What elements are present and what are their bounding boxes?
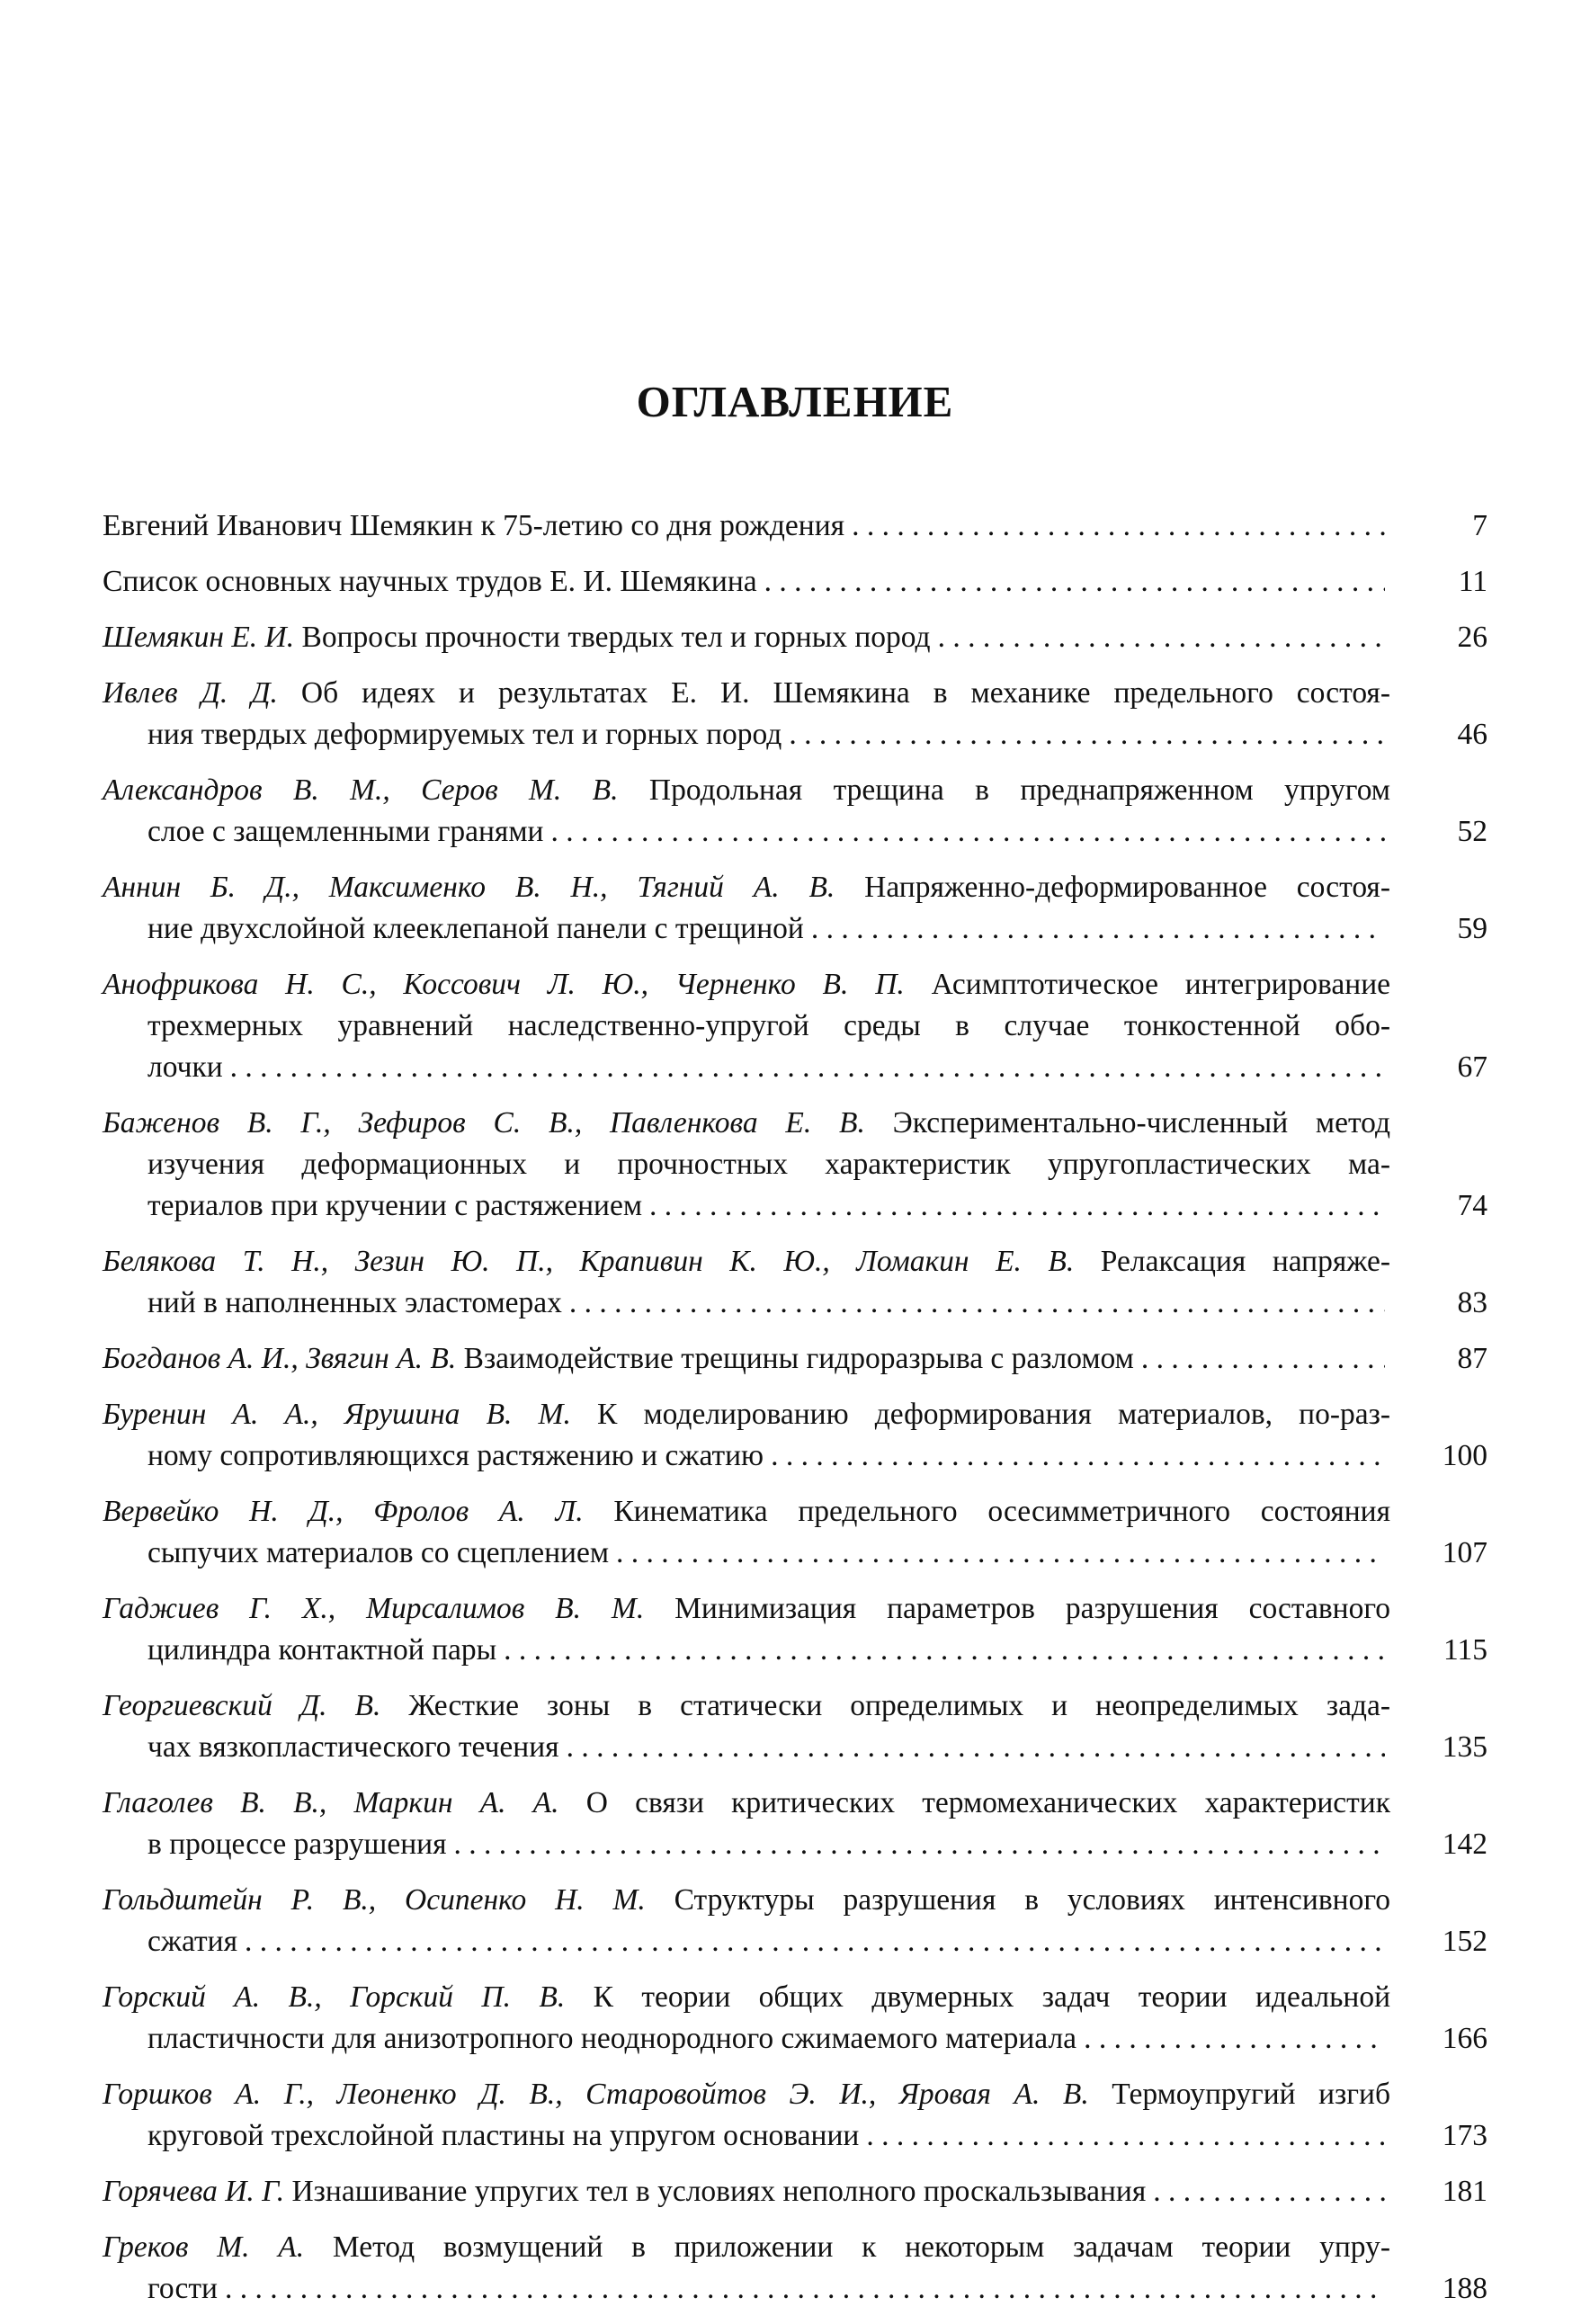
toc-line-content: [103, 871, 1390, 904]
toc-title-text: ному сопротивляющихся растяжению и сжатию: [147, 1439, 764, 1472]
toc-entry: [103, 673, 1487, 755]
toc-entry: [103, 1394, 1487, 1477]
toc-entry-text: [103, 1880, 1390, 1962]
toc-title-text: териалов при кручении с растяжением: [147, 1189, 643, 1222]
toc-entry-last-line: [103, 1435, 1390, 1477]
toc-line-content: [147, 1148, 1390, 1181]
toc-entry: [103, 1977, 1487, 2060]
toc-entry-line: [103, 1491, 1390, 1533]
toc-entry-text: [103, 1338, 1390, 1380]
toc-line-content: [147, 1185, 642, 1227]
toc-title-text: чах вязкопластического течения: [147, 1730, 559, 1764]
dot-leader: [811, 908, 1385, 950]
dot-leader: [852, 505, 1385, 547]
toc-page-number: 142: [1442, 1828, 1487, 1861]
toc-page-number: 115: [1443, 1633, 1487, 1667]
toc-authors: Ивлев Д. Д.: [103, 676, 278, 710]
toc-entry-text: [103, 1103, 1390, 1227]
toc-title-text: Вопросы прочности твердых тел и горных пород: [294, 621, 931, 654]
toc-entry: [103, 1338, 1487, 1380]
toc-entry-text: [103, 2074, 1390, 2157]
toc-authors: Аннин Б. Д., Максименко В. Н., Тягний А. В.: [103, 871, 835, 904]
toc-authors: Вервейко Н. Д., Фролов А. Л.: [103, 1495, 584, 1528]
toc-entry-last-line: [103, 1047, 1390, 1088]
toc-line-content: [103, 2230, 1390, 2264]
toc-title-text: ния твердых деформируемых тел и горных пород: [147, 718, 782, 751]
toc-title-text: гости: [147, 2272, 218, 2305]
toc-entry-line: [103, 1685, 1390, 1727]
toc-page-number: 152: [1442, 1925, 1487, 1958]
toc-line-content: [147, 1921, 237, 1962]
toc-line-content: [103, 1980, 1390, 2014]
toc-entry: [103, 561, 1487, 603]
toc-line-content: [103, 617, 931, 658]
toc-title-text: в процессе разрушения: [147, 1828, 447, 1861]
toc-page-number: 100: [1442, 1439, 1487, 1472]
toc-entry-line: [103, 867, 1390, 908]
toc-title-text: ний в наполненных эластомерах: [147, 1286, 562, 1319]
toc-entry-last-line: [103, 1338, 1390, 1380]
toc-entry-line: [103, 1144, 1390, 1185]
dot-leader: [225, 2268, 1385, 2310]
toc-entry: [103, 1685, 1487, 1768]
toc-authors: Горский А. В., Горский П. В.: [103, 1980, 566, 2014]
toc-line-content: [103, 1786, 1390, 1819]
toc-title-text: Релаксация напряже-: [1074, 1245, 1391, 1278]
toc-entry-last-line: [103, 617, 1390, 658]
toc-entry-line: [103, 673, 1390, 714]
page-title: ОГЛАВЛЕНИЕ: [636, 377, 954, 426]
toc-entry: [103, 2074, 1487, 2157]
toc-line-content: [103, 1398, 1390, 1431]
toc-line-content: [103, 1245, 1390, 1278]
toc-entry-line: [103, 770, 1390, 811]
toc-entry-text: [103, 2171, 1390, 2212]
toc-entry-last-line: [103, 714, 1390, 755]
toc-page-number: 107: [1442, 1536, 1487, 1569]
toc-entry: [103, 2227, 1487, 2310]
toc-title-text: ние двухслойной клееклепаной панели с трещиной: [147, 912, 804, 945]
toc-title-text: Жесткие зоны в статически определимых и неопределимых зада-: [380, 1689, 1391, 1722]
toc-title-text: изучения деформационных и прочностных характеристик упругопластических ма-: [147, 1148, 1390, 1181]
toc-title-text: Список основных научных трудов Е. И. Шемякина: [103, 565, 757, 598]
toc-entry-text: [103, 1241, 1390, 1324]
toc-entry-text: [103, 2227, 1390, 2310]
toc-line-content: [147, 2115, 859, 2157]
toc-page-number: 59: [1457, 912, 1487, 945]
toc-title-text: Минимизация параметров разрушения составного: [644, 1592, 1390, 1625]
toc-title-text: лочки: [147, 1050, 223, 1084]
dot-leader: [1141, 1338, 1385, 1380]
toc-page-number: 188: [1442, 2272, 1487, 2305]
toc-title-text: К теории общих двумерных задач теории идеальной: [565, 1980, 1391, 2014]
toc-entry-text: [103, 770, 1390, 853]
toc-page-number: 11: [1458, 565, 1487, 598]
toc-authors: Глаголев В. В., Маркин А. А.: [103, 1786, 559, 1819]
toc-line-content: [147, 908, 804, 950]
toc-line-content: [147, 1824, 446, 1865]
toc-page-number: 83: [1457, 1286, 1487, 1319]
toc-authors: Горячева И. Г.: [103, 2175, 285, 2208]
toc-line-content: [147, 2268, 218, 2310]
toc-entry-text: [103, 561, 1390, 603]
toc-page-number: 7: [1472, 509, 1487, 542]
toc-entry: [103, 2171, 1487, 2212]
toc-title-text: К моделированию деформирования материалов, по-раз-: [570, 1398, 1390, 1431]
table-of-contents: [103, 505, 1487, 2324]
toc-entry: [103, 964, 1487, 1088]
toc-line-content: [103, 561, 757, 603]
dot-leader: [1084, 2018, 1385, 2060]
toc-title-text: сжатия: [147, 1925, 237, 1958]
toc-authors: Баженов В. Г., Зефиров С. В., Павленкова Е. В.: [103, 1106, 865, 1140]
toc-title-text: круговой трехслойной пластины на упругом основании: [147, 2119, 860, 2152]
toc-line-content: [103, 1338, 1134, 1380]
dot-leader: [550, 811, 1385, 853]
toc-page-number: 135: [1442, 1730, 1487, 1764]
toc-line-content: [103, 2171, 1146, 2212]
toc-entry-line: [103, 1880, 1390, 1921]
dot-leader: [1153, 2171, 1385, 2212]
dot-leader: [771, 1435, 1385, 1477]
toc-title-text: Об идеях и результатах Е. И. Шемякина в механике предельного состоя-: [277, 676, 1390, 710]
dot-leader: [453, 1824, 1385, 1865]
toc-line-content: [147, 2018, 1076, 2060]
toc-title-text: пластичности для анизотропного неоднородного сжимаемого материала: [147, 2022, 1077, 2055]
dot-leader: [230, 1047, 1385, 1088]
toc-page-number: 74: [1457, 1189, 1487, 1222]
toc-authors: Гольдштейн Р. В., Осипенко Н. М.: [103, 1883, 646, 1917]
toc-authors: Гаджиев Г. Х., Мирсалимов В. М.: [103, 1592, 645, 1625]
toc-page-number: 67: [1457, 1050, 1487, 1084]
dot-leader: [245, 1921, 1385, 1962]
toc-entry-last-line: [103, 1533, 1390, 1574]
toc-page-number: 26: [1457, 621, 1487, 654]
toc-entry-last-line: [103, 2171, 1390, 2212]
toc-entry-last-line: [103, 1824, 1390, 1865]
toc-entry: [103, 617, 1487, 658]
toc-entry-line: [103, 1394, 1390, 1435]
dot-leader: [649, 1185, 1385, 1227]
toc-title-text: Термоупругий изгиб: [1088, 2078, 1390, 2111]
toc-title-text: цилиндра контактной пары: [147, 1633, 497, 1667]
toc-page-number: 166: [1442, 2022, 1487, 2055]
toc-title-text: Кинематика предельного осесимметричного состояния: [583, 1495, 1391, 1528]
toc-authors: Анофрикова Н. С., Коссович Л. Ю., Черненко В. П.: [103, 968, 905, 1001]
dot-leader: [938, 617, 1385, 658]
toc-line-content: [147, 1047, 223, 1088]
toc-title-text: сыпучих материалов со сцеплением: [147, 1536, 610, 1569]
toc-entry-text: [103, 1685, 1390, 1768]
toc-entry-text: [103, 673, 1390, 755]
toc-authors: Белякова Т. Н., Зезин Ю. П., Крапивин К. Ю., Ломакин Е. В.: [103, 1245, 1075, 1278]
toc-line-content: [147, 811, 543, 853]
toc-title-text: слое с защемленными гранями: [147, 815, 544, 848]
toc-entry-last-line: [103, 2018, 1390, 2060]
toc-entry-line: [103, 2074, 1390, 2115]
toc-line-content: [147, 714, 782, 755]
toc-page-number: 173: [1442, 2119, 1487, 2152]
dot-leader: [567, 1727, 1385, 1768]
toc-entry: [103, 1588, 1487, 1671]
dot-leader: [504, 1630, 1385, 1671]
toc-entry-last-line: [103, 1283, 1390, 1324]
toc-authors: Греков М. А.: [103, 2230, 305, 2264]
toc-page-number: 87: [1457, 1342, 1487, 1375]
toc-entry: [103, 1103, 1487, 1227]
toc-entry-text: [103, 1977, 1390, 2060]
toc-line-content: [103, 1106, 1390, 1140]
toc-authors: Богданов А. И., Звягин А. В.: [103, 1342, 457, 1375]
toc-line-content: [103, 676, 1390, 710]
toc-line-content: [147, 1435, 764, 1477]
toc-authors: Шемякин Е. И.: [103, 621, 295, 654]
toc-line-content: [103, 773, 1390, 807]
toc-entry-line: [103, 1006, 1390, 1047]
toc-entry-line: [103, 1241, 1390, 1283]
dot-leader: [789, 714, 1385, 755]
toc-title-text: Взаимодействие трещины гидроразрыва с разломом: [456, 1342, 1134, 1375]
toc-authors: Александров В. М., Серов М. В.: [103, 773, 619, 807]
toc-line-content: [103, 505, 844, 547]
toc-entry: [103, 1880, 1487, 1962]
toc-line-content: [147, 1009, 1390, 1042]
toc-entry-line: [103, 964, 1390, 1006]
toc-line-content: [103, 968, 1390, 1001]
toc-entry-line: [103, 1977, 1390, 2018]
toc-line-content: [147, 1630, 496, 1671]
toc-title-text: Напряженно-деформированное состоя-: [835, 871, 1391, 904]
toc-entry: [103, 1491, 1487, 1574]
toc-entry-last-line: [103, 2268, 1390, 2310]
toc-title-text: Структуры разрушения в условиях интенсивного: [645, 1883, 1390, 1917]
toc-entry-line: [103, 1588, 1390, 1630]
toc-entry-text: [103, 1783, 1390, 1865]
toc-entry: [103, 1783, 1487, 1865]
toc-entry: [103, 867, 1487, 950]
toc-authors: Георгиевский Д. В.: [103, 1689, 381, 1722]
toc-line-content: [103, 1592, 1390, 1625]
toc-entry-last-line: [103, 1185, 1390, 1227]
toc-entry-last-line: [103, 561, 1390, 603]
toc-entry-text: [103, 505, 1390, 547]
toc-line-content: [103, 2078, 1390, 2111]
toc-title-text: Евгений Иванович Шемякин к 75-летию со дня рождения: [103, 509, 845, 542]
toc-entry-text: [103, 1491, 1390, 1574]
toc-entry-last-line: [103, 505, 1390, 547]
toc-entry-last-line: [103, 2115, 1390, 2157]
toc-entry: [103, 770, 1487, 853]
dot-leader: [866, 2115, 1385, 2157]
toc-line-content: [103, 1689, 1390, 1722]
toc-entry: [103, 1241, 1487, 1324]
toc-title-text: Асимптотическое интегрирование: [904, 968, 1390, 1001]
dot-leader: [569, 1283, 1385, 1324]
toc-entry-line: [103, 2227, 1390, 2268]
toc-title-text: О связи критических термомеханических характеристик: [558, 1786, 1391, 1819]
toc-entry-text: [103, 1588, 1390, 1671]
toc-authors: Буренин А. А., Ярушина В. М.: [103, 1398, 571, 1431]
dot-leader: [616, 1533, 1385, 1574]
toc-entry-text: [103, 867, 1390, 950]
toc-title-text: Изнашивание упругих тел в условиях неполного проскальзывания: [284, 2175, 1147, 2208]
toc-title-text: Метод возмущений в приложении к некоторым задачам теории упру-: [304, 2230, 1390, 2264]
toc-entry: [103, 505, 1487, 547]
toc-title-text: Экспериментально-численный метод: [864, 1106, 1391, 1140]
toc-entry-last-line: [103, 908, 1390, 950]
toc-line-content: [147, 1533, 609, 1574]
toc-line-content: [103, 1495, 1390, 1528]
toc-entry-text: [103, 1394, 1390, 1477]
toc-line-content: [147, 1727, 559, 1768]
toc-entry-last-line: [103, 1727, 1390, 1768]
toc-page-number: 181: [1442, 2175, 1487, 2208]
toc-entry-last-line: [103, 811, 1390, 853]
toc-page-number: 52: [1457, 815, 1487, 848]
toc-page-number: 46: [1457, 718, 1487, 751]
toc-entry-text: [103, 617, 1390, 658]
toc-title-text: трехмерных уравнений наследственно-упругой среды в случае тонкостенной обо-: [147, 1009, 1390, 1042]
toc-title-text: Продольная трещина в преднапряженном упругом: [618, 773, 1390, 807]
toc-authors: Горшков А. Г., Леоненко Д. В., Старовойтов Э. И., Яровая А. В.: [103, 2078, 1089, 2111]
toc-line-content: [147, 1283, 562, 1324]
toc-entry-line: [103, 1783, 1390, 1824]
toc-entry-line: [103, 1103, 1390, 1144]
toc-entry-last-line: [103, 1630, 1390, 1671]
toc-entry-last-line: [103, 1921, 1390, 1962]
toc-line-content: [103, 1883, 1390, 1917]
dot-leader: [764, 561, 1385, 603]
toc-entry-text: [103, 964, 1390, 1088]
